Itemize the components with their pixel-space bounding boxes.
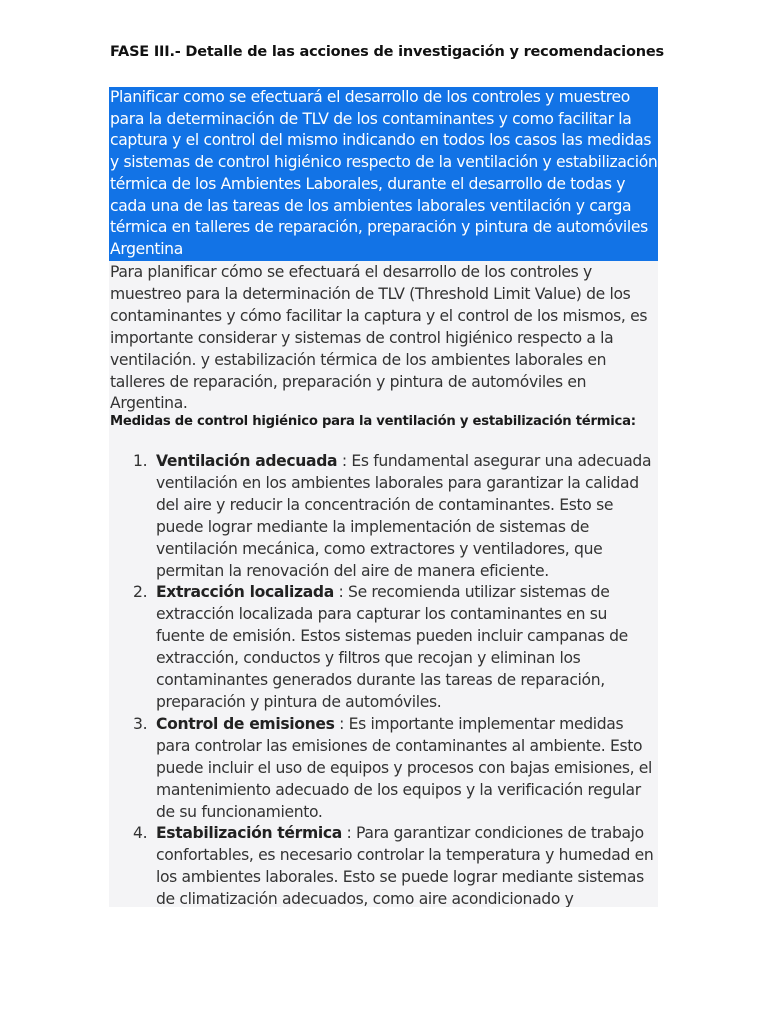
- list-item-text: : Es importante implementar medidas para controlar las emisiones de contaminantes al ambiente. Esto puede incluir el uso de equipos y procesos con bajas emisiones, el mantenimiento adecuado de los equipos y la verificación regular de su funcionamiento.: [156, 714, 653, 821]
- list-item-term: Ventilación adecuada: [156, 452, 338, 470]
- list-item-text: : Es fundamental asegurar una adecuada ventilación en los ambientes laborales para garantizar la calidad del aire y reducir la concentración de contaminantes. Esto se puede lograr mediante la implementación de sistemas de ventilación mecánica, como extractores y ventiladores, que permitan la renovación del aire de manera eficiente.: [156, 452, 652, 580]
- list-item-term: Extracción localizada: [156, 583, 334, 602]
- list-item: [133, 451, 658, 582]
- list-item: [133, 714, 658, 824]
- intro-paragraph: Para planificar cómo se efectuará el desarrollo de los controles y muestreo para la determinación de TLV (Threshold Limit Value) de los contaminantes y cómo facilitar la captura y el control de los mismos, es importante considerar y sistemas de control higiénico respecto a la ventilación. y estabilización térmica de los ambientes laborales en talleres de reparación, preparación y pintura de automóviles en Argentina.: [110, 263, 648, 413]
- list-item-term: Estabilización térmica: [156, 824, 342, 843]
- list-item-number: 3.: [133, 714, 148, 733]
- page-title: FASE III.- Detalle de las acciones de investigación y recomendaciones: [110, 44, 664, 60]
- list-item-number: 4.: [133, 824, 148, 843]
- measures-list: [133, 451, 658, 907]
- list-item-number: 1.: [133, 452, 148, 470]
- highlighted-question: Planificar como se efectuará el desarrollo de los controles y muestreo para la determinación de TLV de los contaminantes y como facilitar la captura y el control del mismo indicando en todos los casos las medidas y sistemas de control higiénico respecto de la ventilación y estabilización térmica de los Ambientes Laborales, durante el desarrollo de todas y cada una de las tareas de los ambientes laborales ventilación y carga térmica en talleres de reparación, preparación y pintura de automóviles Argentina: [109, 87, 658, 261]
- section-heading: Medidas de control higiénico para la ventilación y estabilización térmica:: [110, 414, 636, 429]
- list-item-text: : Para garantizar condiciones de trabajo confortables, es necesario controlar la temperatura y humedad en los ambientes laborales. Esto se puede lograr mediante sistemas de climatización adecuados, como aire acondicionado y: [156, 824, 654, 907]
- list-item-term: Control de emisiones: [156, 714, 335, 733]
- list-item: [133, 823, 658, 907]
- list-item-number: 2.: [133, 583, 148, 602]
- list-item-text: : Se recomienda utilizar sistemas de extracción localizada para capturar los contaminantes en su fuente de emisión. Estos sistemas pueden incluir campanas de extracción, conductos y filtros que recojan y eliminan los contaminantes generados durante las tareas de reparación, preparación y pintura de automóviles.: [156, 583, 628, 711]
- list-item: [133, 582, 658, 713]
